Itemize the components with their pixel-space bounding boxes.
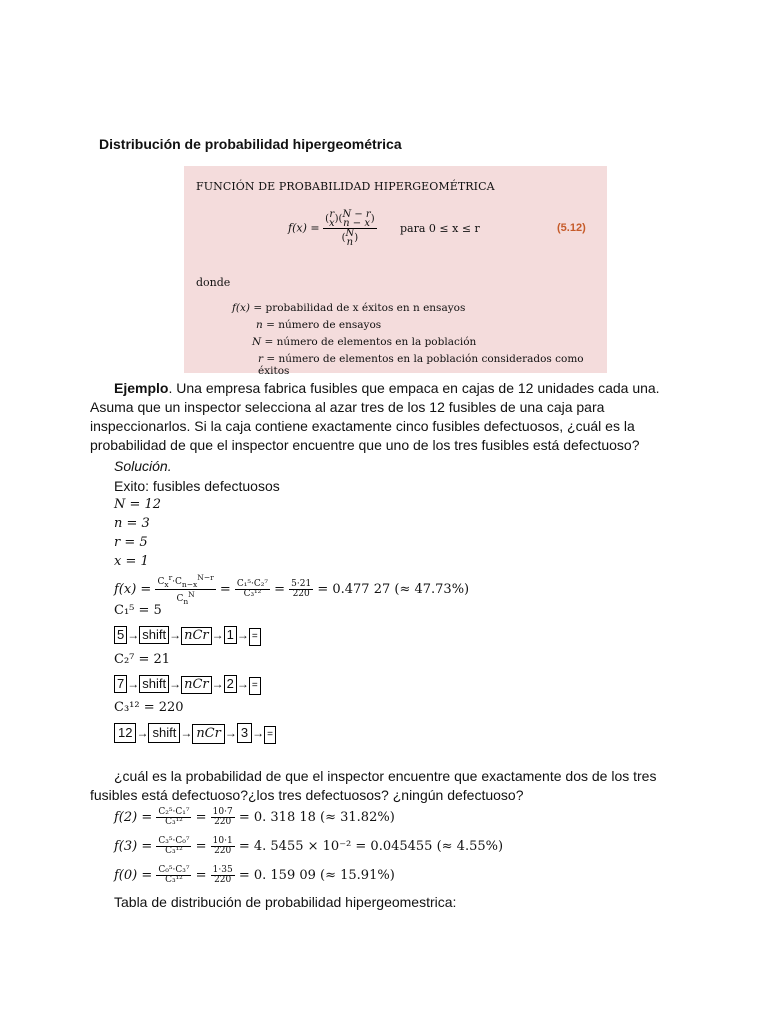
formula-condition: para 0 ≤ x ≤ r	[400, 222, 480, 235]
donde-label: donde	[196, 276, 231, 289]
result-f2: f(2) = $\frac{\text{C₂⁵·C₁⁷}}{\text{C₃¹²}}$ = $\frac{10\cdot 7}{220}$ = 0. 318 18 (≈ 31.82%)	[114, 807, 395, 827]
fx-frac-1: $\frac{C_x^r\cdot C_{n-x}^{N-r}}{C_n^N}$	[157, 573, 214, 606]
var-N: N = 12	[114, 497, 162, 512]
binom-x: x	[328, 218, 335, 229]
combination-2: C₂⁷ = 21	[114, 652, 171, 667]
formula-fraction	[323, 210, 377, 247]
calculator-keys-3: 12 → shift → nCr → 3 → =	[114, 723, 276, 744]
key-equals: =	[264, 726, 276, 744]
binom-n-r: N − r	[342, 209, 371, 220]
var-x: x = 1	[114, 554, 149, 569]
var-n: n = 3	[114, 516, 150, 531]
formula-denominator: ( N n )	[341, 228, 359, 248]
calculator-keys-1: 5 → shift → nCr → 1 → =	[114, 626, 261, 646]
definition-n: n = número de ensayos	[256, 319, 382, 331]
exito-line: Exito: fusibles defectuosos	[114, 478, 280, 494]
key-shift: shift	[139, 675, 169, 693]
key-3: 3	[237, 723, 252, 743]
formula-lhs: f(x) =	[288, 221, 320, 235]
binom-n: n	[346, 237, 354, 248]
hypergeometric-formula	[288, 210, 377, 247]
definition-fx: f(x) = probabilidad de x éxitos en n ensayos	[232, 302, 466, 314]
key-2: 2	[224, 675, 237, 693]
fx-result: = 0.477 27 (≈ 47.73%)	[317, 581, 470, 597]
question-2-paragraph: ¿cuál es la probabilidad de que el inspector encuentre que exactamente dos de los tres fusibles está defectuoso?¿los tres defectuosos? ¿ningún defectuoso?	[90, 768, 657, 803]
binom-N: N	[345, 228, 355, 239]
key-equals: =	[249, 628, 261, 646]
key-ncr: nCr	[192, 724, 225, 744]
section-heading: Distribución de probabilidad hipergeométrica	[99, 136, 402, 152]
table-caption: Tabla de distribución de probabilidad hipergeomestrica:	[114, 894, 457, 910]
fx-frac-3: $\frac{5\cdot 21}{220}$	[291, 578, 312, 599]
definition-r: r = número de elementos en la población considerados como éxitos	[258, 353, 584, 377]
result-f3: f(3) = $\frac{\text{C₃⁵·C₀⁷}}{\text{C₃¹²}}$ = $\frac{10\cdot 1}{220}$ = 4. 5455 × 10⁻² = 0.045455 (≈ 4.55%)	[114, 836, 504, 856]
formula-numerator: ( r x )( N − r n − x )	[325, 209, 375, 229]
equation-number: (5.12)	[557, 222, 586, 234]
example-text: . Una empresa fabrica fusibles que empaca en cajas de 12 unidades cada una. Asuma que un inspector selecciona al azar tres de los 12 fusibles de una caja para inspeccionarlos. Si la caja contiene exactamente cinco fusibles defectuosos, ¿cuál es la probabilidad de que el inspector encuentre que uno de los tres fusibles está defectuoso?	[90, 380, 660, 453]
fx-equation: f(x) = $\frac{C_x^r\cdot C_{n-x}^{N-r}}{C_n^N}$ = $\frac{\text{C₁⁵·C₂⁷}}{\text{C₃¹²}}$ = $\frac{5\cdot 21}{220}$ = 0.477 27 (≈ 47.73%)	[114, 573, 470, 606]
var-r: r = 5	[114, 535, 148, 550]
combination-3: C₃¹² = 220	[114, 700, 184, 715]
result-f0: f(0) = $\frac{\text{C₀⁵·C₃⁷}}{\text{C₃¹²}}$ = $\frac{1\cdot 35}{220}$ = 0. 159 09 (≈ 15.91%)	[114, 865, 395, 885]
combination-1: C₁⁵ = 5	[114, 603, 162, 618]
key-equals: =	[249, 677, 261, 695]
key-12: 12	[114, 723, 136, 743]
key-1: 1	[224, 626, 237, 644]
example-paragraph	[90, 379, 680, 455]
binom-r: r	[329, 209, 335, 220]
key-ncr: nCr	[181, 627, 212, 645]
solution-label: Solución.	[114, 458, 172, 474]
fx-frac-2: $\frac{\text{C₁⁵·C₂⁷}}{\text{C₃¹²}}$	[236, 578, 268, 599]
fx-lhs: f(x) =	[114, 581, 152, 597]
key-shift: shift	[139, 626, 169, 644]
formula-box	[184, 166, 607, 377]
key-shift: shift	[148, 723, 180, 743]
binom-n-x: n − x	[343, 218, 370, 229]
key-7: 7	[114, 675, 127, 693]
formula-box-title: FUNCIÓN DE PROBABILIDAD HIPERGEOMÉTRICA	[196, 180, 495, 193]
key-5: 5	[114, 626, 127, 644]
key-ncr: nCr	[181, 676, 212, 694]
calculator-keys-2: 7 → shift → nCr → 2 → =	[114, 675, 261, 695]
example-label: Ejemplo	[114, 380, 169, 396]
definition-N: N = número de elementos en la población	[252, 336, 477, 348]
